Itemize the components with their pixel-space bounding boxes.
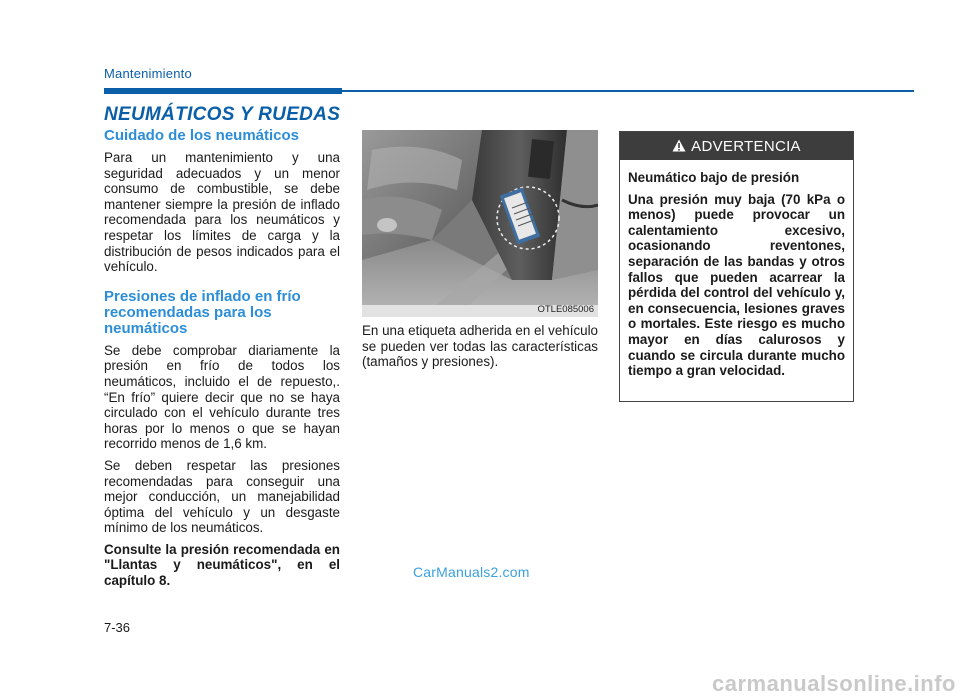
heading-cold-pressure: Presiones de inflado en frío recomendadas para los neumáticos (104, 287, 301, 337)
figure-caption: En una etiqueta adherida en el vehículo se pueden ver todas las características (tamaños y presiones). (362, 323, 599, 370)
page-number: 7-36 (104, 620, 131, 635)
warning-body (620, 160, 853, 379)
page-title: NEUMÁTICOS Y RUEDAS (104, 104, 341, 125)
section-label: Mantenimiento (104, 66, 192, 81)
column-middle (362, 130, 598, 376)
warning-box (619, 131, 854, 402)
warning-title: ADVERTENCIA (691, 138, 801, 155)
header-bar-thick (104, 88, 342, 94)
heading-tire-care: Cuidado de los neumáticos (104, 127, 300, 144)
door-pillar-illustration (362, 130, 598, 317)
header-bar-thin (342, 90, 914, 92)
warning-triangle-icon (672, 139, 686, 152)
warning-text: Una presión muy baja (70 kPa o menos) puede provocar un calentamiento excesivo, ocasionando reventones, separación de las bandas y otros fallos que pueden acarrear la pérdida del control del vehículo y, en consecuencia, lesiones graves o mortales. Este riesgo es mucho mayor en días calurosos y cuando se circula durante mucho tiempo a gran velocidad. (628, 191, 845, 379)
paragraph-respect-pressures: Se deben respetar las presiones recomendadas para conseguir una mejor conducción, un manejabilidad óptima del vehículo y un desgaste mínimo de los neumáticos. (104, 457, 340, 536)
paragraph-cold-check: Se debe comprobar diariamente la presión en frío de todos los neumáticos, incluido el de repuesto,. “En frío” quiere decir que no se haya circulado con el vehículo durante tres horas por lo menos o que se hayan recorrido menos de 1,6 km. (104, 342, 340, 452)
warning-subtitle: Neumático bajo de presión (628, 170, 800, 185)
footer-watermark: carmanualsonline.info (712, 671, 956, 696)
tire-label-figure (362, 130, 598, 317)
column-right (619, 131, 856, 402)
paragraph-consult: Consulte la presión recomendada en "Llantas y neumáticos", en el capítulo 8. (104, 541, 340, 589)
figure-code: OTLE085006 (537, 304, 594, 315)
watermark-link[interactable]: CarManuals2.com (413, 564, 530, 580)
paragraph-tire-care: Para un mantenimiento y una seguridad adecuados y un menor consumo de combustible, se debe mantener siempre la presión de inflado recomendada para los neumáticos y respetar los límites de carga y la distribución de pesos indicados para el vehículo. (104, 150, 340, 275)
column-left (104, 128, 340, 595)
warning-header (620, 132, 853, 160)
